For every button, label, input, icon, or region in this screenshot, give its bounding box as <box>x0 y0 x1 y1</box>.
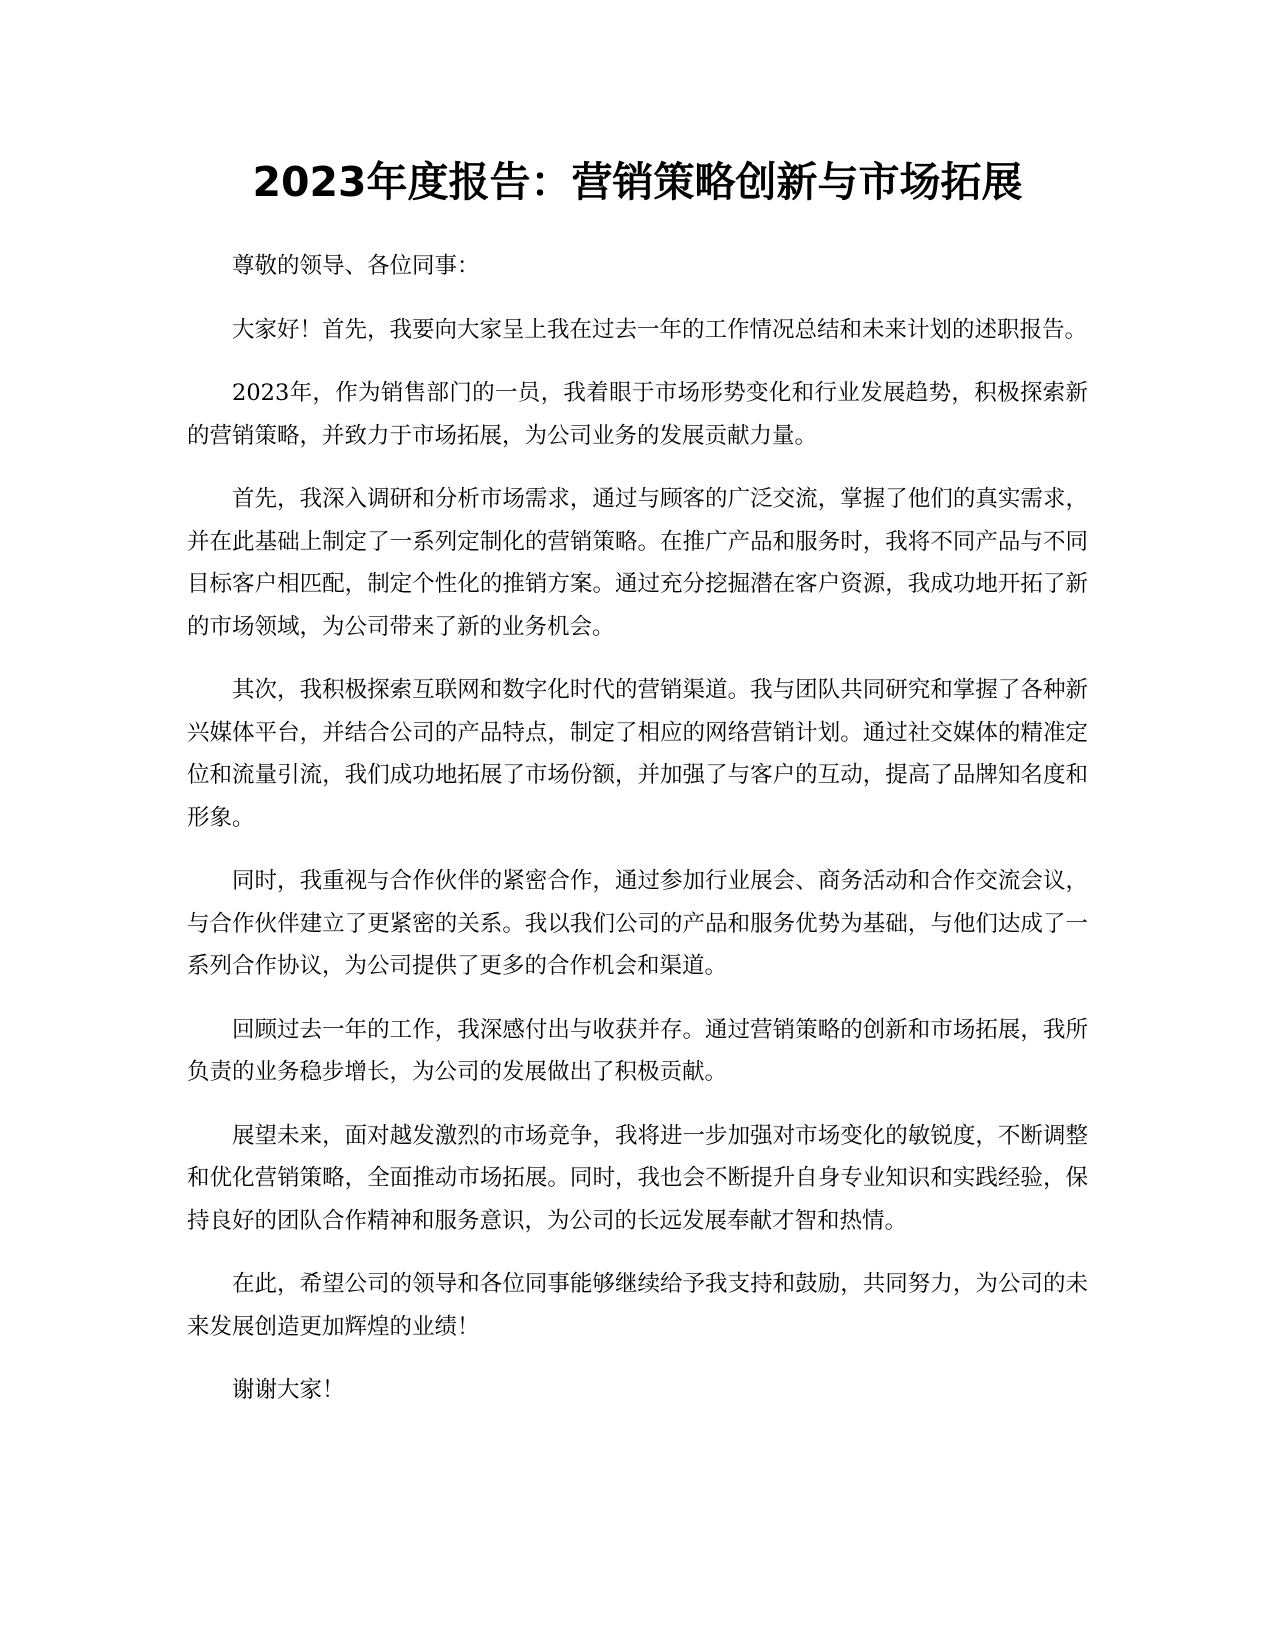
paragraph-market-research: 首先，我深入调研和分析市场需求，通过与顾客的广泛交流，掌握了他们的真实需求，并在此基础上制定了一系列定制化的营销策略。在推广产品和服务时，我将不同产品与不同目标客户相匹配，制定个性化的推销方案。通过充分挖掘潜在客户资源，我成功地开拓了新的市场领域，为公司带来了新的业务机会。 <box>187 486 1088 640</box>
document-title: 2023年度报告：营销策略创新与市场拓展 <box>252 158 1023 206</box>
document-body <box>187 245 1088 1433</box>
paragraph-greeting: 大家好！首先，我要向大家呈上我在过去一年的工作情况总结和未来计划的述职报告。 <box>232 316 1088 343</box>
paragraph-closing-wish: 在此，希望公司的领导和各位同事能够继续给予我支持和鼓励，共同努力，为公司的未来发展创造更加辉煌的业绩！ <box>187 1271 1088 1340</box>
paragraph-review: 回顾过去一年的工作，我深感付出与收获并存。通过营销策略的创新和市场拓展，我所负责的业务稳步增长，为公司的发展做出了积极贡献。 <box>187 1016 1088 1085</box>
paragraph-thanks: 谢谢大家！ <box>232 1377 345 1403</box>
paragraph-overview: 2023年，作为销售部门的一员，我着眼于市场形势变化和行业发展趋势，积极探索新的营销策略，并致力于市场拓展，为公司业务的发展贡献力量。 <box>187 380 1088 449</box>
salutation: 尊敬的领导、各位同事： <box>232 253 480 279</box>
paragraph-partnerships: 同时，我重视与合作伙伴的紧密合作，通过参加行业展会、商务活动和合作交流会议，与合作伙伴建立了更紧密的关系。我以我们公司的产品和服务优势为基础，与他们达成了一系列合作协议，为公司提供了更多的合作机会和渠道。 <box>187 868 1088 979</box>
paragraph-digital-channels: 其次，我积极探索互联网和数字化时代的营销渠道。我与团队共同研究和掌握了各种新兴媒体平台，并结合公司的产品特点，制定了相应的网络营销计划。通过社交媒体的精准定位和流量引流，我们成功地拓展了市场份额，并加强了与客户的互动，提高了品牌知名度和形象。 <box>187 677 1088 831</box>
paragraph-outlook: 展望未来，面对越发激烈的市场竞争，我将进一步加强对市场变化的敏锐度，不断调整和优化营销策略，全面推动市场拓展。同时，我也会不断提升自身专业知识和实践经验，保持良好的团队合作精神和服务意识，为公司的长远发展奉献才智和热情。 <box>187 1122 1088 1234</box>
